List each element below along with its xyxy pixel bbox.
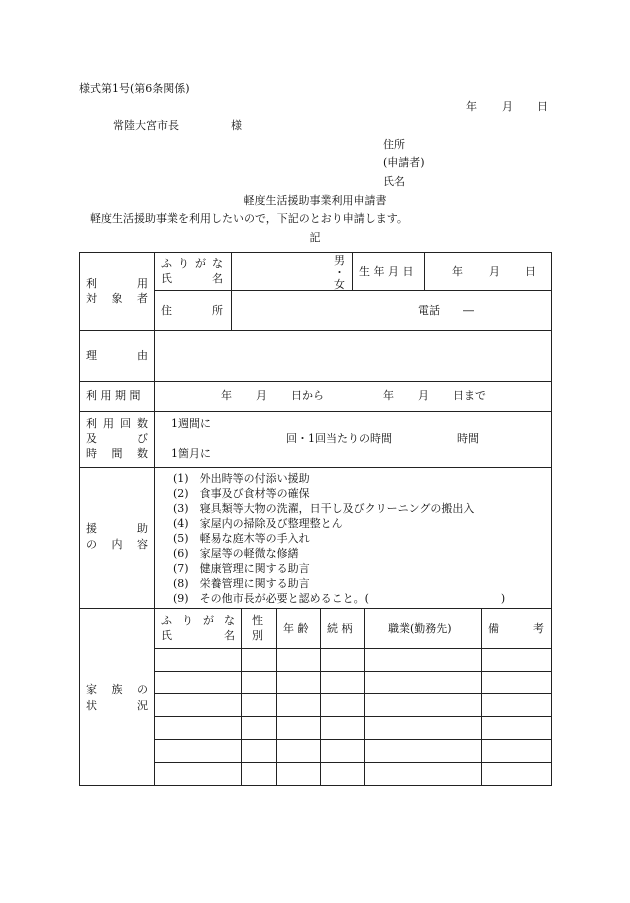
- assistance-label-line2: の 内 容: [86, 538, 148, 551]
- date-year-label: 年: [466, 100, 477, 113]
- family-col-3: [320, 608, 321, 786]
- table-border-right: [551, 252, 552, 786]
- family-row-2: [154, 671, 552, 672]
- addressee: 常陸大宮市長: [113, 119, 179, 132]
- list-item[interactable]: (6) 家屋等の軽微な修繕: [173, 547, 299, 560]
- family-col-5: [481, 608, 482, 786]
- list-item[interactable]: (3) 寝具類等大物の洗濯，日干し及びクリーニングの搬出入: [173, 502, 475, 515]
- family-col-job: 職業(勤務先): [388, 622, 452, 635]
- list-item[interactable]: (5) 軽易な庭木等の手入れ: [173, 532, 310, 545]
- family-col-relation: 続 柄: [327, 622, 353, 635]
- family-col-notes: 備 考: [488, 622, 544, 635]
- family-row-5: [154, 739, 552, 740]
- table-border-top: [79, 252, 552, 253]
- period-to-year: 年: [383, 389, 394, 402]
- family-col-sex-1: 性: [252, 614, 263, 627]
- period-to-day: 日まで: [453, 389, 486, 402]
- birthdate-label: 生 年 月 日: [359, 265, 414, 278]
- document-title: 軽度生活援助事業利用申請書: [243, 194, 387, 207]
- divider-after-user: [79, 330, 552, 331]
- sex-female[interactable]: 女: [334, 278, 345, 291]
- birth-year-label: 年: [452, 265, 463, 278]
- list-item[interactable]: (4) 家屋内の掃除及び整理整とん: [173, 517, 343, 530]
- reason-label: 理 由: [86, 349, 148, 362]
- applicant-label: (申請者): [383, 156, 425, 169]
- list-item[interactable]: (9) その他市長が必要と認めること。( ): [173, 592, 506, 605]
- period-to-month: 月: [418, 389, 429, 402]
- divider-birth-left: [424, 252, 425, 291]
- family-row-6: [154, 762, 552, 763]
- form-number: 様式第1号(第6条関係): [79, 82, 190, 95]
- ki-label: 記: [309, 231, 321, 244]
- family-row-1: [154, 648, 552, 649]
- family-col-name: 氏 名: [161, 629, 235, 642]
- date-month-label: 月: [502, 100, 513, 113]
- table-border-left: [79, 252, 80, 786]
- address-label: 住所: [383, 138, 405, 151]
- sex-male[interactable]: 男: [334, 254, 345, 267]
- hours-label: 時間: [457, 432, 479, 445]
- family-label-line2: 状 況: [86, 699, 148, 712]
- family-col-2: [276, 608, 277, 786]
- list-item[interactable]: (8) 栄養管理に関する助言: [173, 577, 310, 590]
- divider-user-row: [154, 290, 552, 291]
- birth-day-label: 日: [525, 265, 536, 278]
- period-from-day: 日から: [291, 389, 324, 402]
- list-item[interactable]: (7) 健康管理に関する助言: [173, 562, 310, 575]
- times-hours-label: 回・1回当たりの時間: [286, 432, 392, 445]
- divider-after-frequency: [79, 467, 552, 468]
- frequency-label-line1: 利 用 回 数: [86, 417, 148, 430]
- assistance-label-line1: 援 助: [86, 522, 148, 535]
- sex-separator: ・: [334, 266, 345, 279]
- divider-after-reason: [79, 381, 552, 382]
- family-col-1: [241, 608, 242, 786]
- family-row-4: [154, 716, 552, 717]
- family-col-furigana: ふ り が な: [161, 614, 235, 627]
- birth-month-label: 月: [489, 265, 500, 278]
- phone-label: 電話: [418, 304, 440, 317]
- user-label-line1: 利 用: [86, 277, 148, 290]
- family-row-3: [154, 693, 552, 694]
- divider-after-period: [79, 411, 552, 412]
- user-label-line2: 対 象 者: [86, 292, 148, 305]
- name-label: 氏名: [383, 175, 405, 188]
- assistance-list: [173, 471, 505, 606]
- frequency-label-line3: 時 間 数: [86, 447, 148, 460]
- addressee-suffix: 様: [231, 119, 242, 132]
- family-col-sex-2: 別: [252, 629, 263, 642]
- list-item[interactable]: (2) 食事及び食材等の確保: [173, 487, 310, 500]
- label-column-divider: [154, 252, 155, 786]
- frequency-label-line2: 及 び: [86, 432, 148, 445]
- intro-text: 軽度生活援助事業を利用したいので，下記のとおり申請します。: [90, 212, 408, 225]
- phone-dash: ―: [463, 304, 474, 317]
- per-week-label: 1週間に: [171, 417, 211, 430]
- family-col-4: [364, 608, 365, 786]
- list-item[interactable]: (1) 外出時等の付添い援助: [173, 472, 310, 485]
- address-col-label: 住 所: [161, 304, 223, 317]
- date-day-label: 日: [537, 100, 548, 113]
- family-col-age: 年 齢: [283, 622, 309, 635]
- period-from-year: 年: [221, 389, 232, 402]
- name-col-label: 氏 名: [161, 272, 223, 285]
- furigana-label: ふ り が な: [161, 257, 223, 270]
- period-from-month: 月: [256, 389, 267, 402]
- period-label: 利 用 期 間: [86, 389, 141, 402]
- per-month-label: 1箇月に: [171, 447, 211, 460]
- divider-sex-left: [352, 252, 353, 291]
- divider-user-col: [231, 252, 232, 331]
- family-label-line1: 家 族 の: [86, 683, 148, 696]
